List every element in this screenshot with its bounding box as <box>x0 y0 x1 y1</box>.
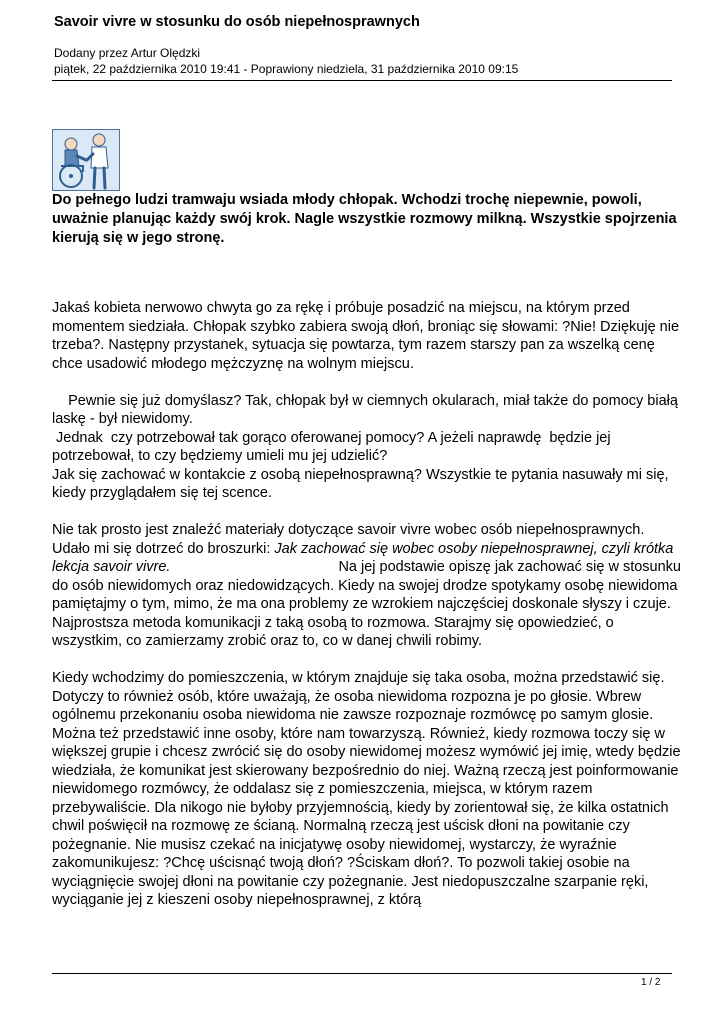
header-divider <box>52 80 672 81</box>
paragraph-text: Na jej podstawie opiszę jak zachować się w stosunku do osób niewidomych oraz niedowidzących. Kiedy na swojej drodze spotykamy osobę niewidoma pamiętajmy o tym, mimo, że ma ona problemy ze wzrokiem najczęściej doskonale słyszy i czuje. Najprostsza metoda komunikacji z taką osobą to rozmowa. Starajmy się opowiedzieć, o wszystkim, co zamierzamy zrobić oraz to, co w danej chwili robimy. <box>52 559 681 649</box>
author-line: Dodany przez Artur Olędzki <box>54 46 201 60</box>
footer-divider <box>52 973 672 974</box>
brochure-title: Jak zachować się wobec osoby niepełnosprawnej, czyli krótka lekcja savoir vivre. <box>52 540 674 575</box>
article-title: Savoir vivre w stosunku do osób niepełnosprawnych <box>54 14 420 30</box>
paragraph: Jakaś kobieta nerwowo chwyta go za rękę i próbuje posadzić na miejscu, na którym przed momentem siedziała. Chłopak szybko zabiera swoją dłoń, broniąc się słowami: ?Nie! Dziękuję nie trzeba?. Następny przystanek, sytuacja się powtarza, tym razem starszy pan za wszelką cenę chce usadowić młodego mężczyznę na wolnym miejscu. <box>52 300 680 372</box>
paragraph <box>52 521 682 651</box>
paragraph: Jak się zachować w kontakcie z osobą niepełnosprawną? Wszystkie te pytania nasuwały mi się, kiedy przyglądałem się tej scence. <box>52 466 669 501</box>
paragraph: Jednak czy potrzebował tak gorąco oferowanej pomocy? A jeżeli naprawdę będzie jej potrzebował, to czy będziemy umieli mu jej udzielić? <box>52 429 615 464</box>
date-line: piątek, 22 października 2010 19:41 - Poprawiony niedziela, 31 października 2010 09:15 <box>54 62 519 76</box>
lead-paragraph: Do pełnego ludzi tramwaju wsiada młody chłopak. Wchodzi trochę niepewnie, powoli, uważnie planując każdy swój krok. Nagle wszystkie rozmowy milkną. Wszystkie spojrzenia kierują się w jego stronę. <box>52 192 677 246</box>
wheelchair-handshake-icon <box>52 129 120 191</box>
paragraph: Pewnie się już domyślasz? Tak, chłopak był w ciemnych okularach, miał także do pomocy białą laskę - był niewidomy. <box>52 392 682 427</box>
article-body <box>52 299 682 928</box>
paragraph-intro: Nie tak prosto jest znaleźć materiały dotyczące savoir vivre wobec osób niepełnosprawnych. Udało mi się dotrzeć do broszurki: <box>52 522 645 557</box>
page-number: 1 / 2 <box>641 977 661 988</box>
paragraph: Kiedy wchodzimy do pomieszczenia, w którym znajduje się taka osoba, można przedstawić się. Dotyczy to również osób, które uważają, że osoba niewidoma rozpozna je po głosie. Wbrew ogólnemu przekonaniu osoba niewidoma nie zawsze rozpoznaje rozmówcę po samym glosie. Można też przedstawić inne osoby, które nam towarzyszą. Również, kiedy rozmowa toczy się w większej grupie i chcesz zwrócić się do osoby niewidomej możesz wymówić jej imię, wtedy będzie wiedziała, że komunikat jest skierowany bezpośrednio do niej. Ważną rzeczą jest poinformowanie niewidomego rozmówcy, że oddalasz się z pomieszczenia, miejsca, w którym razem przebywaliście. Dla nikogo nie byłoby przyjemnością, kiedy by zorientował się, że kilka ostatnich chwil poświęcił na rozmowę ze ścianą. Normalną rzeczą jest uścisk dłoni na powitanie czy pożegnanie. Nie musisz czekać na inicjatywę osoby niewidomej, wystarczy, że wyraźnie zakomunikujesz: ?Chcę uścisnąć twoją dłoń? ?Ściskam dłoń?. To pozwoli takiej osobie na wyciągnięcie swojej dłoni na powitanie czy pożegnanie. Jest niedopuszczalne szarpanie ręki, wyciąganie jej z kieszeni osoby niepełnosprawnej, z którą <box>52 670 681 908</box>
article-meta <box>54 45 518 77</box>
